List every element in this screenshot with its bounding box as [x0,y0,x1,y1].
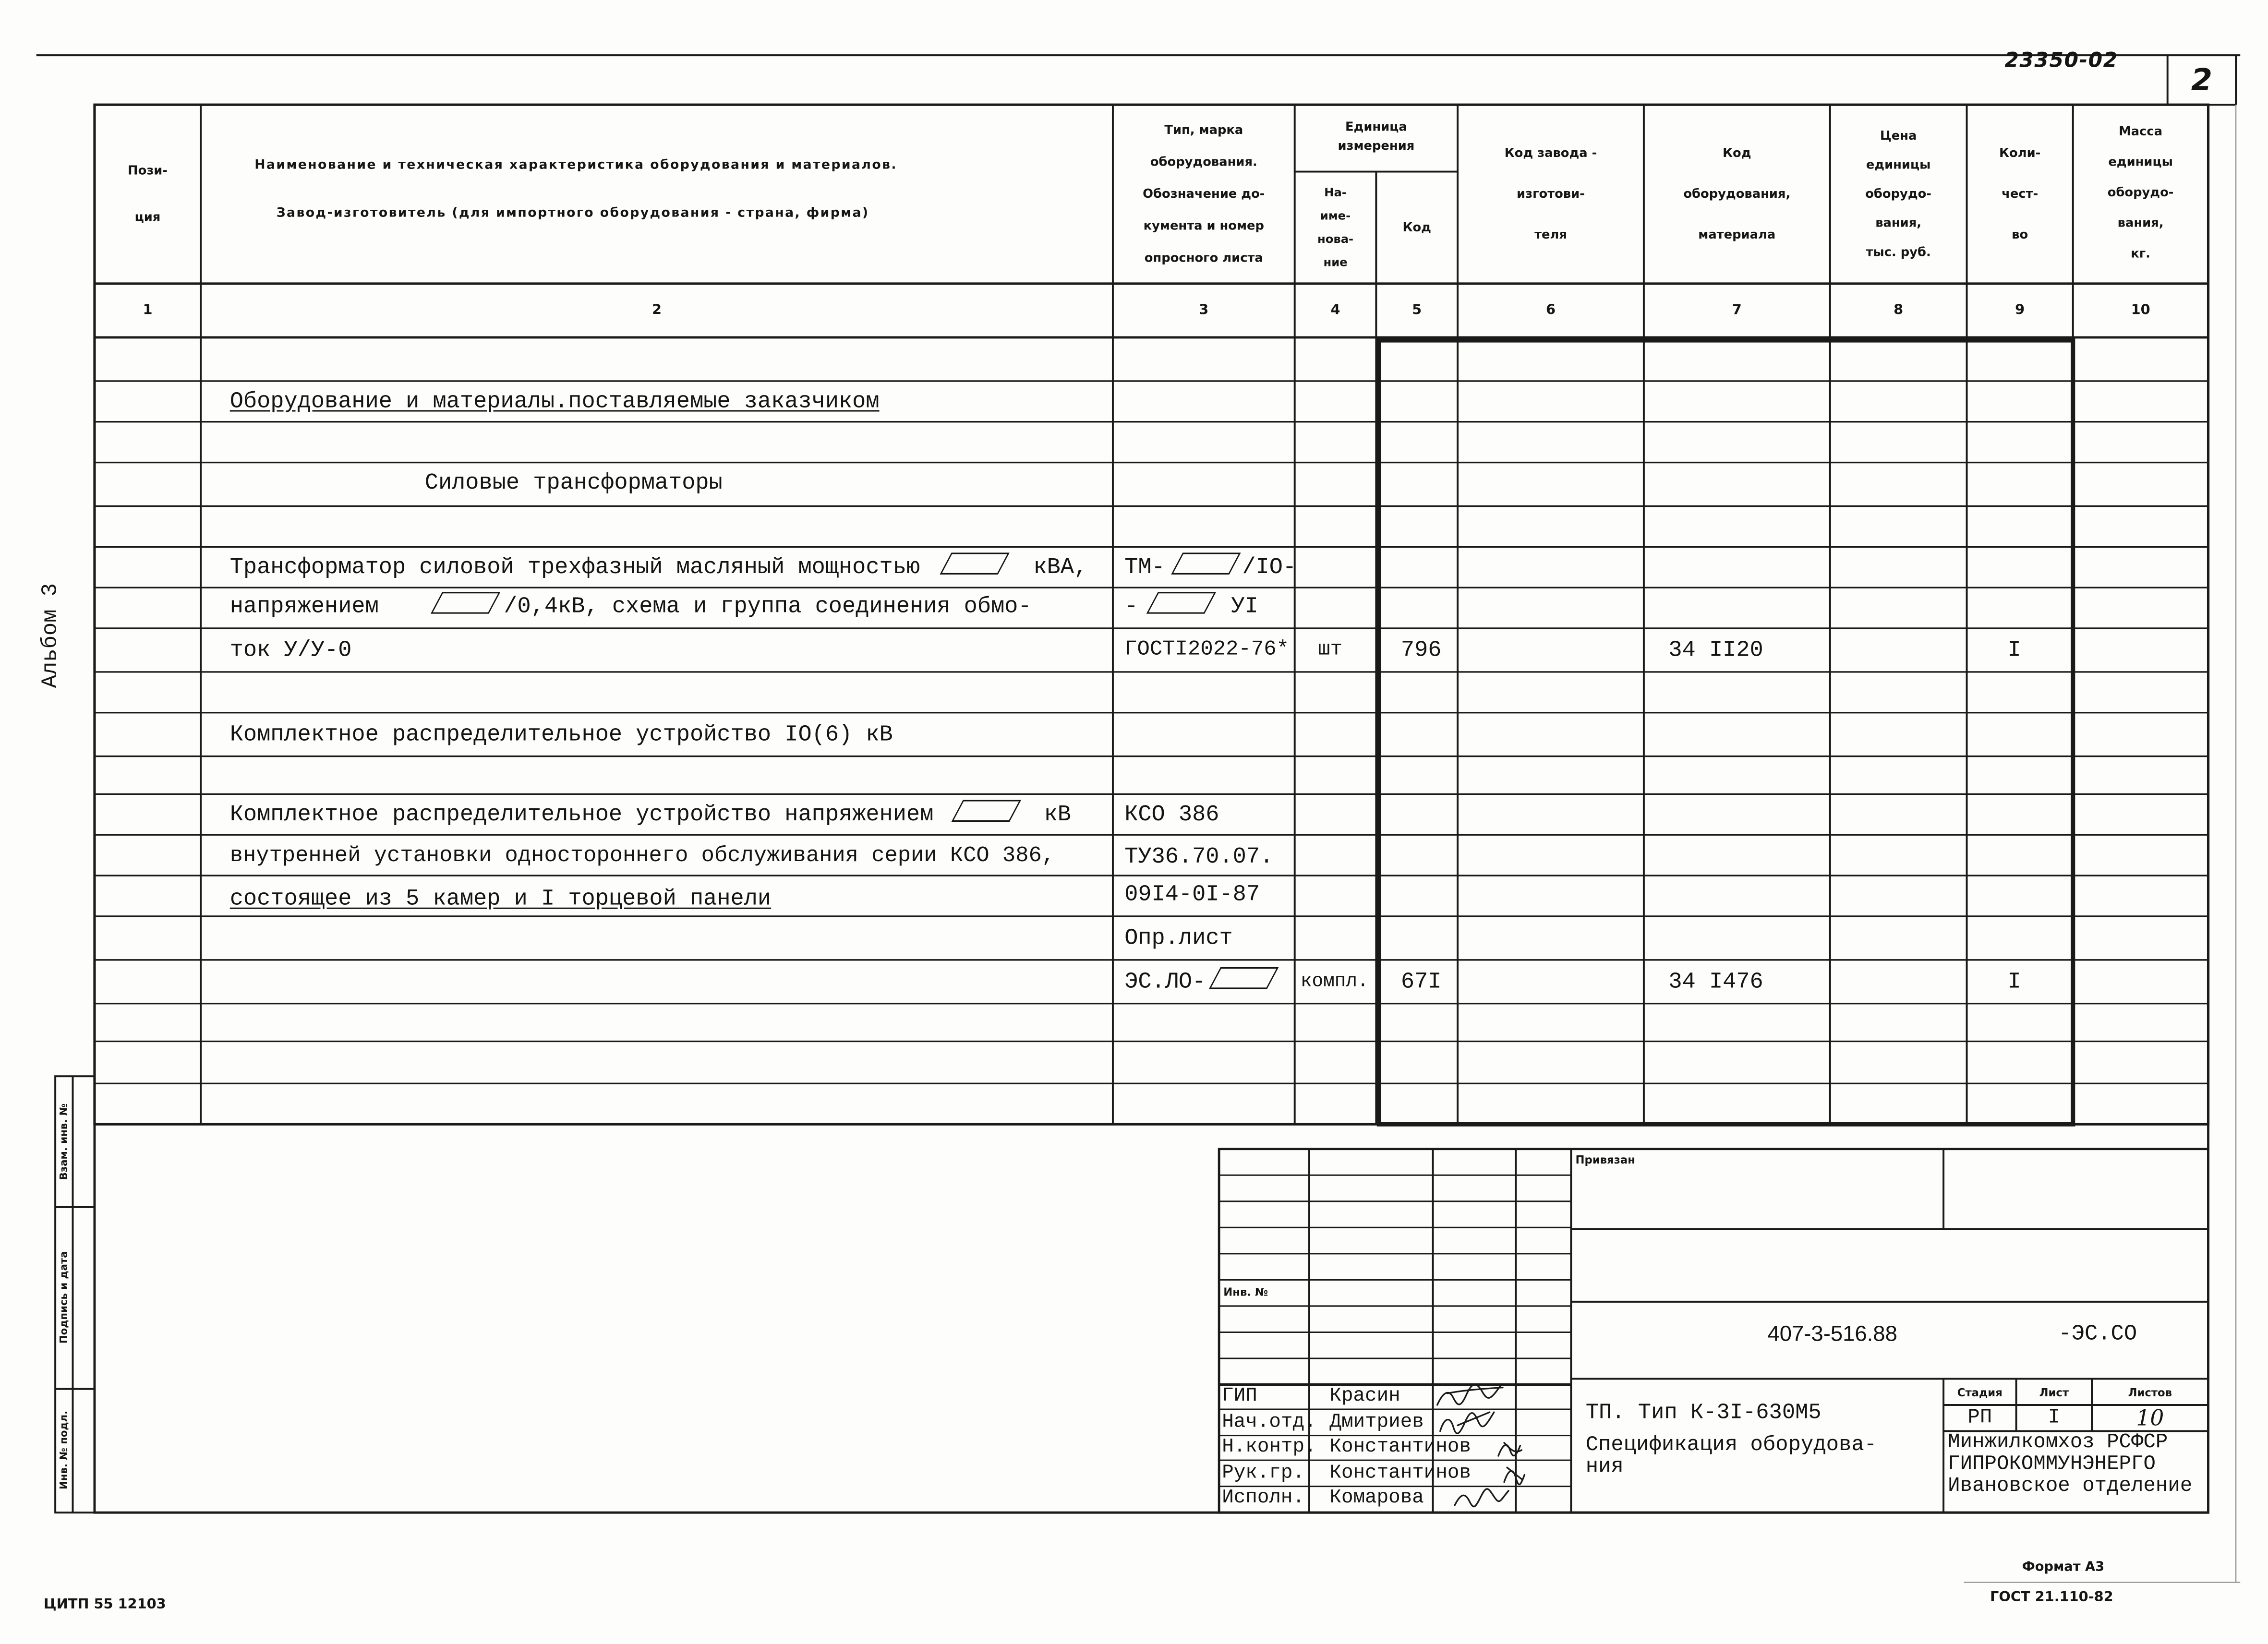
text-segment: ТМ- [1124,554,1165,580]
margin-original-inventory-label: Инв. № подл. [58,1410,70,1489]
text-segment: Комплектное распределительное устройство напряжением [229,801,934,828]
switchgear-type-line-3: 09I4-0I-87 [1124,881,1260,908]
sheets-label: Листов [2128,1385,2172,1399]
column-number: 2 [652,302,662,319]
document-code: 23350-02 [2004,49,2118,73]
text-segment: УI [1231,593,1258,620]
signer-role: Рук.гр. [1222,1462,1305,1485]
signature [1440,1412,1494,1433]
text-segment: - [1124,593,1138,620]
transformer-type-line-3: ГОСТI2022-76* [1124,638,1289,662]
switchgear-name-line-3: состоящее из 5 камер и I торцевой панели [229,886,772,912]
stage-label: Стадия [1957,1385,2003,1399]
sheet-title: Спецификация оборудова- ния [1585,1434,1877,1479]
column-number: 4 [1330,302,1340,319]
signer-role: Исполн. [1222,1488,1305,1510]
signer-role: ГИП [1222,1386,1257,1408]
switchgear-type-line-2: ТУ36.70.07. [1124,843,1274,870]
switchgear-unit-code: 67I [1400,968,1442,995]
signature [1437,1384,1503,1404]
group-title-switchgear: Комплектное распределительное устройство IO(6) кВ [229,721,893,748]
text-segment: /0,4кВ, схема и группа соединения обмо- [504,593,1032,620]
linked-label: Привязан [1575,1153,1635,1167]
stage-value: РП [1967,1406,1992,1430]
column-number: 6 [1545,302,1556,319]
signer-name: Красин [1329,1386,1400,1408]
switchgear-unit-name: компл. [1300,970,1369,992]
transformer-equipment-code: 34 II20 [1668,637,1763,663]
header-unit-code: Код [1402,220,1431,235]
transformer-quantity: I [2007,637,2021,663]
header-position: Пози- ция [128,163,168,225]
header-unit-group: Единица измерения [1338,120,1415,155]
section-title: Оборудование и материалы.поставляемые заказчиком [229,388,880,415]
text-segment: кВА, [1033,554,1088,580]
column-number: 3 [1199,302,1209,319]
signer-name: Дмитриев [1329,1411,1424,1434]
signer-name: Константинов [1329,1462,1471,1485]
standard-label: ГОСТ 21.110-82 [1990,1589,2113,1606]
column-number: 5 [1412,302,1422,319]
text-segment: Трансформатор силовой трехфазный масляный мощностью [229,554,920,580]
header-unit-price: Цена единицы оборудо- вания, тыс. руб. [1865,129,1932,260]
signature [1504,1467,1524,1484]
print-code: ЦИТП 55 12103 [43,1596,166,1613]
group-title-transformers: Силовые трансформаторы [424,469,723,496]
header-unit-mass: Масса единицы оборудо- вания, кг. [2107,125,2174,262]
header-quantity: Коли- чест- во [1999,146,2041,242]
text-segment: напряжением [229,593,379,620]
column-number: 1 [143,302,153,319]
header-unit-name: На- име- нова- ние [1317,185,1354,269]
switchgear-type-line-1: КСО 386 [1124,801,1219,828]
sheet-label: Лист [2039,1385,2069,1399]
margin-replaced-inventory-label: Взам. инв. № [58,1103,70,1180]
signature [1498,1443,1521,1456]
column-number: 7 [1732,302,1742,319]
header-name-line-1: Наименование и техническая характеристика оборудования и материалов. [254,158,897,173]
switchgear-name-line-2: внутренней установки одностороннего обслуживания серии КСО 386, [229,843,1055,868]
format-label: Формат А3 [2022,1560,2105,1575]
header-name-line-2: Завод-изготовитель (для импортного оборудования - страна, фирма) [276,206,869,221]
margin-signature-date-label: Подпись и дата [58,1251,70,1344]
header-factory-code: Код завода - изготови- теля [1504,146,1597,242]
signer-role: Нач.отд. [1222,1411,1316,1434]
transformer-unit-code: 796 [1400,637,1442,663]
switchgear-quantity: I [2007,968,2021,995]
column-number: 9 [2015,302,2025,319]
column-number: 10 [2131,302,2150,319]
transformer-name-line-3: ток У/У-0 [229,637,352,663]
designation-suffix: -ЭС.СО [2058,1322,2137,1347]
signer-name: Константинов [1329,1437,1471,1459]
header-type: Тип, марка оборудования. Обозначение до- кумента и номер опросного листа [1143,123,1265,266]
text-segment: кВ [1044,801,1071,828]
signer-role: Н.контр. [1222,1437,1316,1459]
switchgear-equipment-code: 34 I476 [1668,968,1763,995]
sheet-number: 2 [2191,62,2213,98]
text-segment: ЭС.ЛО- [1124,968,1206,995]
sheets-value: 10 [2136,1404,2164,1431]
organization: Минжилкомхоз РСФСР ГИПРОКОММУНЭНЕРГО Ивановское отделение [1948,1431,2193,1498]
header-equipment-code: Код оборудования, материала [1683,146,1791,242]
signature [1455,1489,1508,1507]
signer-name: Комарова [1329,1488,1424,1510]
inventory-label: Инв. № [1223,1285,1268,1299]
text-segment: /IO- [1242,554,1297,580]
transformer-unit-name: шт [1318,638,1343,662]
switchgear-type-line-4: Опр.лист [1124,925,1233,951]
column-number: 8 [1894,302,1904,319]
sheet-value: I [2048,1406,2061,1430]
designation-code: 407-3-516.88 [1767,1322,1897,1347]
album-label: Альбом 3 [38,583,63,688]
project-title: ТП. Тип К-3I-630М5 [1585,1400,1822,1426]
